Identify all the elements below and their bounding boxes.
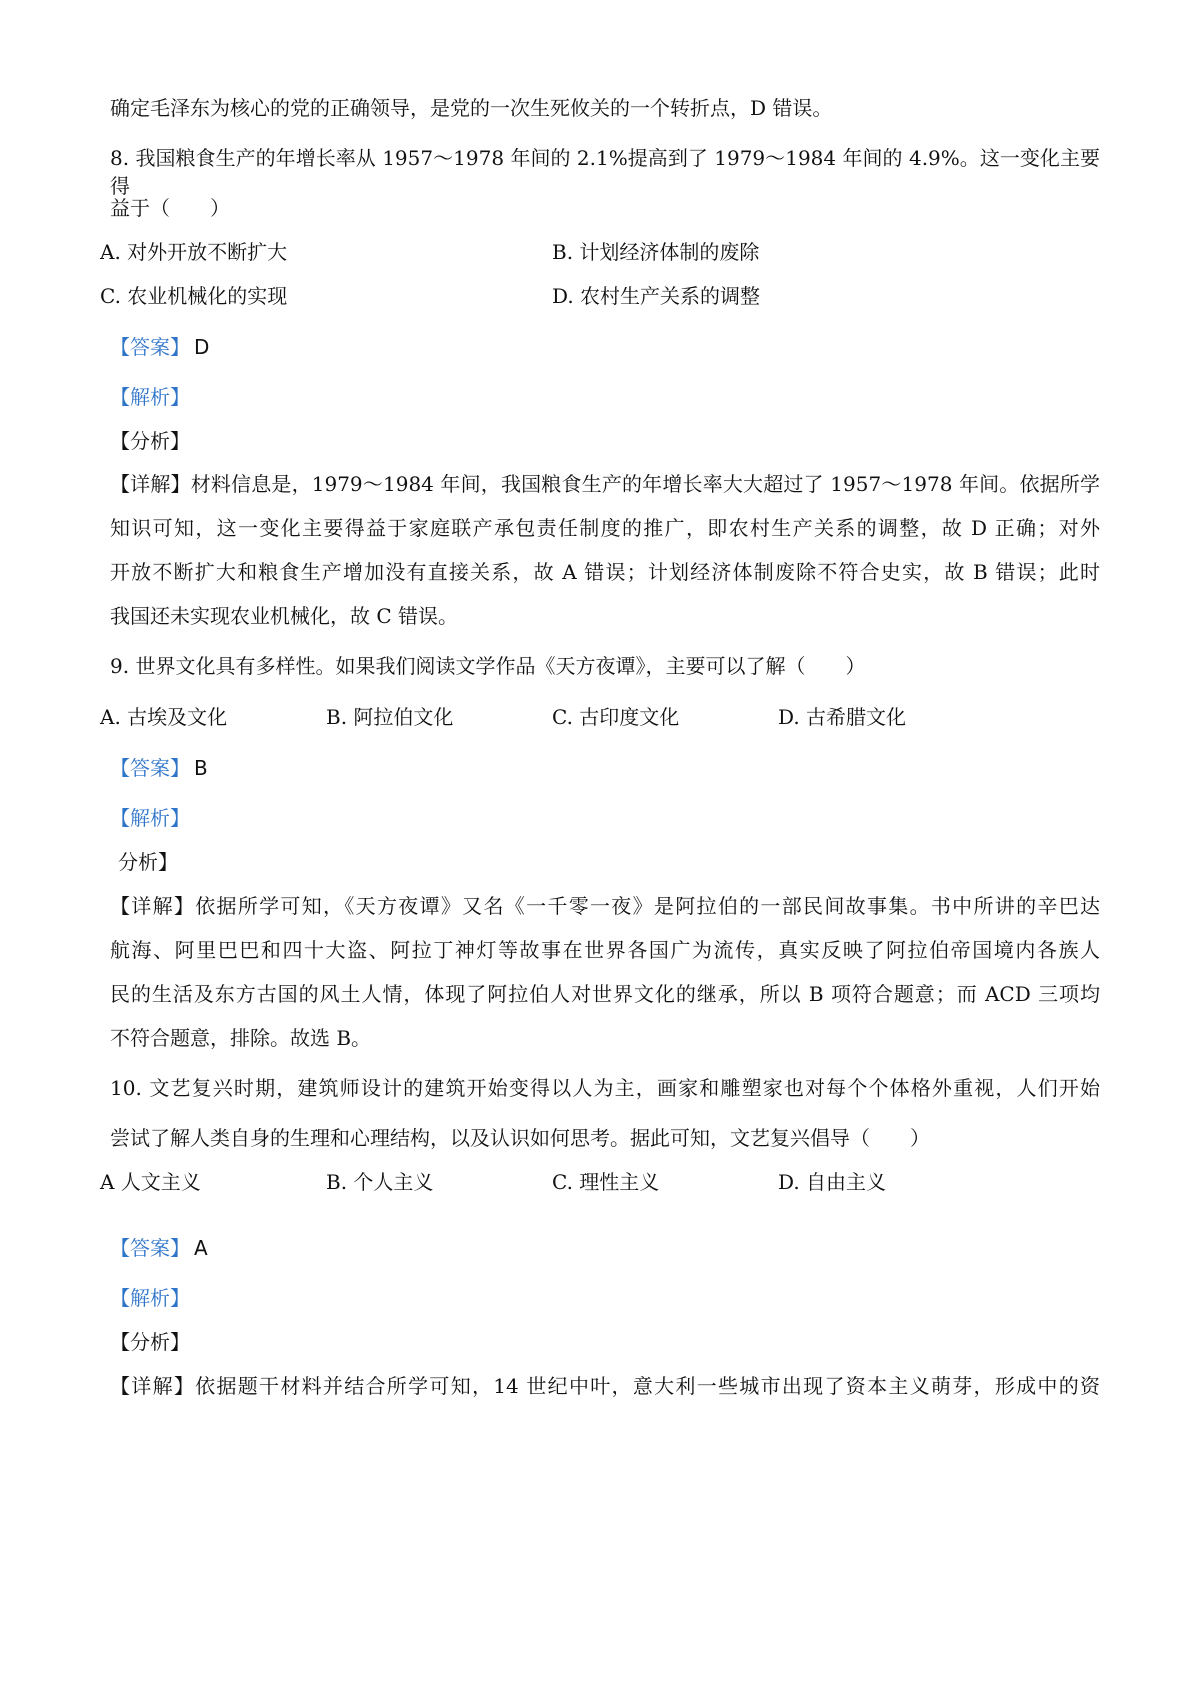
q8-option-b: B. 计划经济体制的废除 [552, 240, 760, 264]
q8-detail-line-1: 【详解】材料信息是，1979～1984 年间，我国粮食生产的年增长率大大超过了 1957～1978 年间。依据所学 [110, 472, 1100, 496]
q9-detail-line-4: 不符合题意，排除。故选 B。 [110, 1026, 372, 1050]
q9-detail-line-3: 民的生活及东方古国的风土人情，体现了阿拉伯人对世界文化的继承，所以 B 项符合题意；而 ACD 三项均 [110, 982, 1100, 1006]
q9-option-c: C. 古印度文化 [552, 705, 680, 729]
q8-option-a: A. 对外开放不断扩大 [100, 240, 288, 264]
q9-option-a: A. 古埃及文化 [100, 705, 228, 729]
q8-detail-line-2: 知识可知，这一变化主要得益于家庭联产承包责任制度的推广，即农村生产关系的调整，故 D 正确；对外 [110, 516, 1100, 540]
q10-stem-line-2: 尝试了解人类自身的生理和心理结构，以及认识如何思考。据此可知，文艺复兴倡导（ ） [110, 1126, 930, 1150]
q10-option-b: B. 个人主义 [326, 1170, 434, 1194]
q9-answer [110, 754, 208, 782]
q9-option-b: B. 阿拉伯文化 [326, 705, 454, 729]
q8-analysis-tag: 【解析】 [110, 385, 190, 409]
q8-stem-line-1: 8. 我国粮食生产的年增长率从 1957～1978 年间的 2.1%提高到了 1979～1984 年间的 4.9%。这一变化主要得 [110, 146, 1100, 198]
q8-detail-line-4: 我国还未实现农业机械化，故 C 错误。 [110, 604, 459, 628]
q8-answer-value: D [194, 335, 210, 359]
q10-option-a: A 人文主义 [100, 1170, 201, 1194]
q8-answer-tag: 【答案】 [110, 335, 190, 359]
q9-fenxi: 分析】 [118, 850, 178, 874]
q10-stem-line-1: 10. 文艺复兴时期，建筑师设计的建筑开始变得以人为主，画家和雕塑家也对每个个体格外重视，人们开始 [110, 1076, 1100, 1100]
q8-detail-line-3: 开放不断扩大和粮食生产增加没有直接关系，故 A 错误；计划经济体制废除不符合史实，故 B 错误；此时 [110, 560, 1100, 584]
q8-fenxi: 【分析】 [110, 429, 190, 453]
q8-answer [110, 333, 209, 361]
q9-detail-line-2: 航海、阿里巴巴和四十大盗、阿拉丁神灯等故事在世界各国广为流传，真实反映了阿拉伯帝国境内各族人 [110, 938, 1100, 962]
carryover-line: 确定毛泽东为核心的党的正确领导，是党的一次生死攸关的一个转折点，D 错误。 [110, 96, 833, 120]
q9-stem-line-1: 9. 世界文化具有多样性。如果我们阅读文学作品《天方夜谭》，主要可以了解（ ） [110, 654, 866, 678]
q10-option-c: C. 理性主义 [552, 1170, 660, 1194]
q10-answer [110, 1234, 208, 1262]
q10-fenxi: 【分析】 [110, 1330, 190, 1354]
q8-option-c: C. 农业机械化的实现 [100, 284, 288, 308]
q8-option-d: D. 农村生产关系的调整 [552, 284, 761, 308]
q8-stem-line-2: 益于（ ） [110, 196, 230, 220]
q9-analysis-tag: 【解析】 [110, 806, 190, 830]
q9-answer-tag: 【答案】 [110, 756, 190, 780]
q10-answer-tag: 【答案】 [110, 1236, 190, 1260]
q9-option-d: D. 古希腊文化 [778, 705, 907, 729]
q9-answer-value: B [194, 756, 208, 780]
q10-option-d: D. 自由主义 [778, 1170, 887, 1194]
document-page [100, 0, 1100, 1698]
q9-detail-line-1: 【详解】依据所学可知，《天方夜谭》又名《一千零一夜》是阿拉伯的一部民间故事集。书中所讲的辛巴达 [110, 894, 1100, 918]
q10-answer-value: A [194, 1236, 208, 1260]
q10-detail-line-1: 【详解】依据题干材料并结合所学可知，14 世纪中叶，意大利一些城市出现了资本主义萌芽，形成中的资 [110, 1374, 1100, 1398]
q10-analysis-tag: 【解析】 [110, 1286, 190, 1310]
